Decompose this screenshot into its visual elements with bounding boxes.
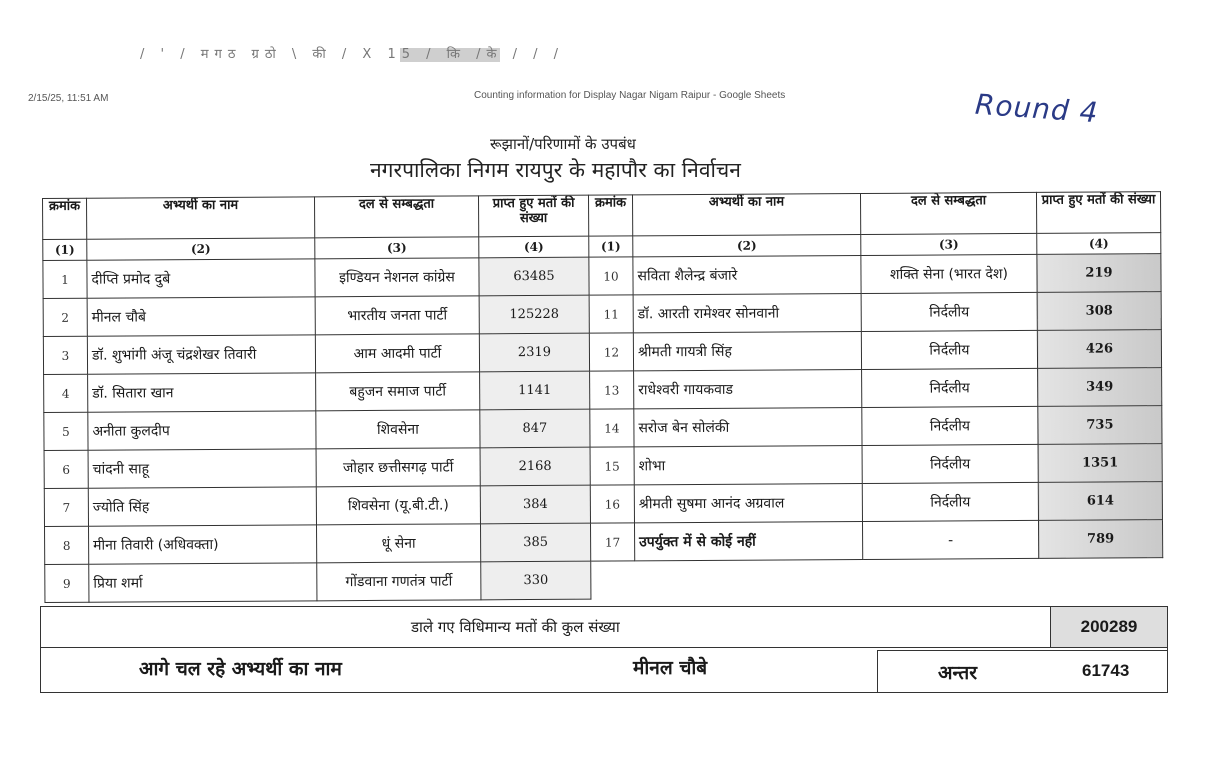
col-num: (4): [479, 236, 589, 258]
candidate-name: डॉ. आरती रामेश्वर सोनवानी: [633, 293, 861, 332]
party-name: निर्दलीय: [862, 482, 1038, 521]
col-num: (2): [87, 238, 315, 260]
serial-number: 8: [45, 526, 89, 564]
party-name: इण्डियन नेशनल कांग्रेस: [315, 258, 479, 297]
vote-count: 125228: [479, 295, 589, 334]
serial-number: 2: [43, 298, 87, 336]
table-row: [45, 558, 1163, 603]
serial-number: 11: [589, 295, 633, 333]
candidate-name: राधेश्वरी गायकवाड: [634, 369, 862, 408]
col-num: (1): [43, 239, 87, 260]
print-timestamp: 2/15/25, 11:51 AM: [28, 93, 109, 104]
party-name: बहुजन समाज पार्टी: [316, 372, 480, 411]
serial-number: 13: [590, 371, 634, 409]
candidate-name: अनीता कुलदीप: [88, 411, 316, 450]
header-name-left: अभ्यर्थी का नाम: [87, 197, 315, 239]
party-name: शिवसेना (यू.बी.टी.): [316, 486, 480, 525]
candidate-name: प्रिया शर्मा: [89, 563, 317, 602]
serial-number: 3: [43, 336, 87, 374]
candidate-name: शोभा: [634, 445, 862, 484]
candidate-name: उपर्युक्त में से कोई नहीं: [634, 521, 862, 560]
vote-count: 1141: [480, 371, 590, 410]
col-num: (1): [589, 236, 633, 257]
vote-count: 2168: [480, 447, 590, 486]
total-votes-row: [40, 606, 1168, 648]
handwritten-round-note: Round 4: [973, 87, 1100, 130]
serial-number: 15: [590, 447, 634, 485]
candidate-name: श्रीमती गायत्री सिंह: [633, 331, 861, 370]
serial-number: 1: [43, 260, 87, 298]
serial-number: 6: [44, 450, 88, 488]
party-name: जोहार छत्तीसगढ़ पार्टी: [316, 448, 480, 487]
candidate-name: डॉ. शुभांगी अंजू चंद्रशेखर तिवारी: [87, 335, 315, 374]
header-votes-right: प्राप्त हुए मतों की संख्या: [1036, 192, 1160, 234]
total-votes-label: डाले गए विधिमान्य मतों की कुल संख्या: [411, 618, 620, 636]
candidate-name: चांदनी साहू: [88, 449, 316, 488]
empty-cell: [591, 558, 1163, 599]
party-name: आम आदमी पार्टी: [315, 334, 479, 373]
candidate-name: मीना तिवारी (अधिवक्ता): [89, 525, 317, 564]
party-name: गोंडवाना गणतंत्र पार्टी: [317, 562, 481, 601]
margin-label: अन्तर: [938, 662, 977, 684]
candidate-name: मीनल चौबे: [87, 297, 315, 336]
margin-cell: [877, 650, 1168, 693]
col-num: (2): [633, 234, 861, 256]
col-num: (4): [1037, 233, 1161, 255]
vote-count: 847: [480, 409, 590, 448]
leading-candidate-name: मीनल चौबे: [633, 657, 708, 679]
vote-count: 385: [480, 523, 590, 562]
candidate-name: सरोज बेन सोलंकी: [634, 407, 862, 446]
candidate-name: दीप्ति प्रमोद दुबे: [87, 259, 315, 298]
party-name: -: [862, 520, 1038, 559]
serial-number: 9: [45, 564, 89, 602]
vote-count: 349: [1038, 368, 1162, 407]
vote-count: 330: [481, 561, 591, 600]
party-name: धूं सेना: [317, 524, 481, 563]
document-title: नगरपालिका निगम रायपुर के महापौर का निर्वाचन: [370, 158, 741, 182]
header-sn-left: क्रमांक: [43, 198, 87, 239]
vote-count: 63485: [479, 257, 589, 296]
header-name-right: अभ्यर्थी का नाम: [632, 194, 860, 236]
party-name: निर्दलीय: [861, 292, 1037, 331]
vote-count: 1351: [1038, 444, 1162, 483]
total-votes-value: 200289: [1050, 607, 1167, 647]
candidate-name: सविता शैलेन्द्र बंजारे: [633, 255, 861, 294]
party-name: निर्दलीय: [861, 330, 1037, 369]
serial-number: 5: [44, 412, 88, 450]
party-name: शिवसेना: [316, 410, 480, 449]
header-sn-right: क्रमांक: [588, 195, 632, 236]
document-subtitle: रूझानों/परिणामों के उपबंध: [490, 135, 636, 153]
party-name: शक्ति सेना (भारत देश): [861, 254, 1037, 293]
margin-value: 61743: [1082, 661, 1130, 680]
vote-count: 614: [1038, 482, 1162, 521]
party-name: भारतीय जनता पार्टी: [315, 296, 479, 335]
vote-count: 219: [1037, 254, 1161, 293]
header-party-right: दल से सम्बद्धता: [860, 192, 1036, 234]
serial-number: 4: [44, 374, 88, 412]
header-party-left: दल से सम्बद्धता: [314, 196, 478, 238]
leading-candidate-row: [40, 646, 1168, 693]
vote-count: 308: [1037, 292, 1161, 331]
serial-number: 14: [590, 409, 634, 447]
vote-count: 384: [480, 485, 590, 524]
col-num: (3): [315, 237, 479, 259]
serial-number: 17: [590, 523, 634, 561]
candidate-name: श्रीमती सुषमा आनंद अग्रवाल: [634, 483, 862, 522]
party-name: निर्दलीय: [862, 368, 1038, 407]
serial-number: 7: [44, 488, 88, 526]
serial-number: 12: [589, 333, 633, 371]
vote-count: 2319: [479, 333, 589, 372]
vote-count: 789: [1038, 520, 1162, 559]
results-table: [42, 191, 1163, 603]
vote-count: 426: [1037, 330, 1161, 369]
party-name: निर्दलीय: [862, 444, 1038, 483]
leading-candidate-label: आगे चल रहे अभ्यर्थी का नाम: [139, 658, 342, 680]
torn-strip: / ' / मगठ ग्रठो \ की / X 15 / कि /के / / /: [140, 47, 565, 62]
party-name: निर्दलीय: [862, 406, 1038, 445]
header-row: [43, 192, 1161, 240]
vote-count: 735: [1038, 406, 1162, 445]
serial-number: 10: [589, 257, 633, 295]
candidate-name: ज्योति सिंह: [88, 487, 316, 526]
serial-number: 16: [590, 485, 634, 523]
candidate-name: डॉ. सितारा खान: [88, 373, 316, 412]
print-page-title: Counting information for Display Nagar Nigam Raipur - Google Sheets: [474, 90, 786, 101]
col-num: (3): [861, 233, 1037, 255]
header-votes-left: प्राप्त हुए मतों की संख्या: [478, 195, 588, 237]
